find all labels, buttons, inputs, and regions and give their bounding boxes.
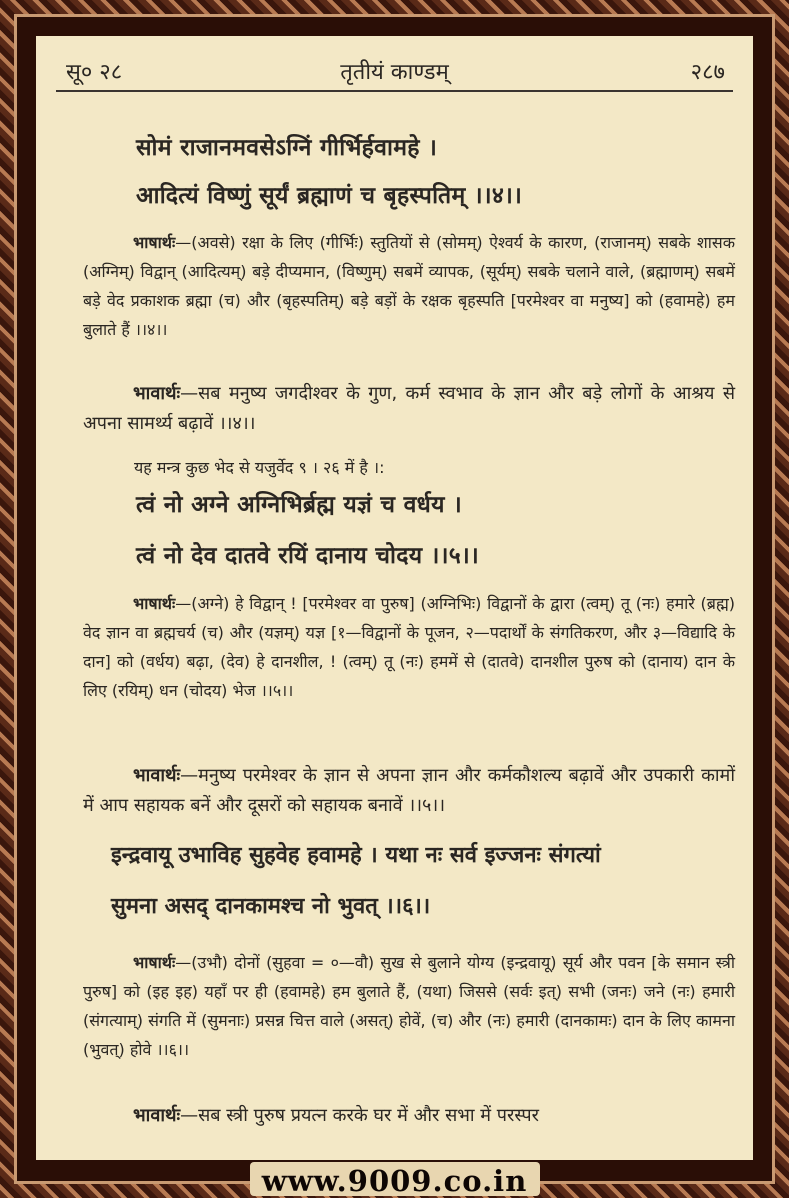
mantra-4-line-2: आदित्यं विष्णुं सूर्यं ब्रह्माणं च बृहस्पतिम् ।।४।। — [136, 183, 523, 209]
bhavarth-4 — [83, 379, 735, 439]
bhasharth-4 — [83, 228, 735, 344]
page-number: २८७ — [690, 60, 725, 85]
mantra-5-line-1: त्वं नो अग्ने अग्निभिर्ब्रह्म यज्ञं च वर्धय । — [136, 492, 463, 518]
book-page — [36, 36, 753, 1160]
bhavarth-label: भावार्थः — [133, 765, 181, 786]
page-header — [36, 54, 753, 90]
bhavarth-label: भावार्थः — [133, 1105, 181, 1126]
bhasharth-text: —(अवसे) रक्षा के लिए (गीर्भिः) स्तुतियों से (सोमम्) ऐश्वर्य के कारण, (राजानम्) सबके शासक (अग्निम्) विद्वान् (आदित्यम्) बड़े दीप्यमान, (विष्णुम्) सबमें व्यापक, (सूर्यम्) सबके चलाने वाले, (ब्रह्माणम्) सबमें बड़े वेद प्रकाशक ब्रह्मा (च) और (बृहस्पतिम्) बड़े बड़ों के रक्षक बृहस्पति [परमेश्वर वा मनुष्य] को (हवामहे) हम बुलाते हैं ।।४।। — [83, 233, 735, 339]
bhavarth-label: भावार्थः — [133, 383, 181, 404]
bhavarth-text: —मनुष्य परमेश्वर के ज्ञान से अपना ज्ञान और कर्मकौशल्य बढ़ावें और उपकारी कामों में आप सहायक बनें और दूसरों को सहायक बनावें ।।५।। — [83, 765, 735, 816]
bhavarth-text: —सब मनुष्य जगदीश्वर के गुण, कर्म स्वभाव के ज्ञान और बड़े लोगों के आश्रय से अपना सामर्थ्य बढ़ावें ।।४।। — [83, 383, 735, 434]
site-watermark: www.9009.co.in — [261, 1164, 528, 1198]
bhasharth-label: भाषार्थः — [133, 233, 176, 252]
bhavarth-5 — [83, 761, 735, 821]
bhasharth-text: —(अग्ने) हे विद्वान् ! [परमेश्वर वा पुरुष] (अग्निभिः) विद्वानों के द्वारा (त्वम्) तू (नः) हमारे (ब्रह्म) वेद ज्ञान वा ब्रह्मचर्य (च) और (यज्ञम्) यज्ञ [१—विद्वानों के पूजन, २—पदार्थों के संगतिकरण, और ३—विद्यादि के दान] को (वर्धय) बढ़ा, (देव) हे दानशील, ! (त्वम्) तू (नः) हममें से (दातवे) दानशील पुरुष को (दानाय) दान के लिए (रयिम्) धन (चोदय) भेज ।।५।। — [83, 594, 735, 700]
bhasharth-6 — [83, 948, 735, 1064]
bhasharth-label: भाषार्थः — [133, 594, 176, 613]
bhavarth-6 — [83, 1101, 735, 1131]
mantra-6-line-1: इन्द्रवायू उभाविह सुहवेह हवामहे । यथा नः सर्व इज्जनः संगत्यां — [111, 843, 601, 868]
bhasharth-label: भाषार्थः — [133, 953, 176, 972]
sukta-number: सू० २८ — [66, 60, 123, 85]
bhasharth-text: —(उभौ) दोनों (सुहवा = ०—वौ) सुख से बुलाने योग्य (इन्द्रवायू) सूर्य और पवन [के समान स्त्री पुरुष] को (इह इह) यहाँ पर ही (हवामहे) हम बुलाते हैं, (यथा) जिससे (सर्वः इत्) सभी (जनः) जने (नः) हमारी (संगत्याम्) संगति में (सुमनाः) प्रसन्न चित्त वाले (असत्) होवें, (च) और (नः) हमारी (दानकामः) दान के लिए कामना (भुवत्) होवे ।।६।। — [83, 953, 735, 1059]
mantra-6-line-2: सुमना असद् दानकामश्च नो भुवत् ।।६।। — [111, 894, 431, 919]
yajurveda-note: यह मन्त्र कुछ भेद से यजुर्वेद ९ । २६ में है ।: — [134, 458, 385, 477]
mantra-5-line-2: त्वं नो देव दातवे रयिं दानाय चोदय ।।५।। — [136, 543, 480, 569]
kanda-title: तृतीयं काण्डम् — [340, 60, 449, 85]
bhavarth-text: —सब स्त्री पुरुष प्रयत्न करके घर में और सभा में परस्पर — [180, 1105, 539, 1126]
bhasharth-5 — [83, 589, 735, 705]
header-rule — [56, 90, 733, 92]
mantra-4-line-1: सोमं राजानमवसेऽग्निं गीर्भिर्हवामहे । — [136, 135, 438, 161]
